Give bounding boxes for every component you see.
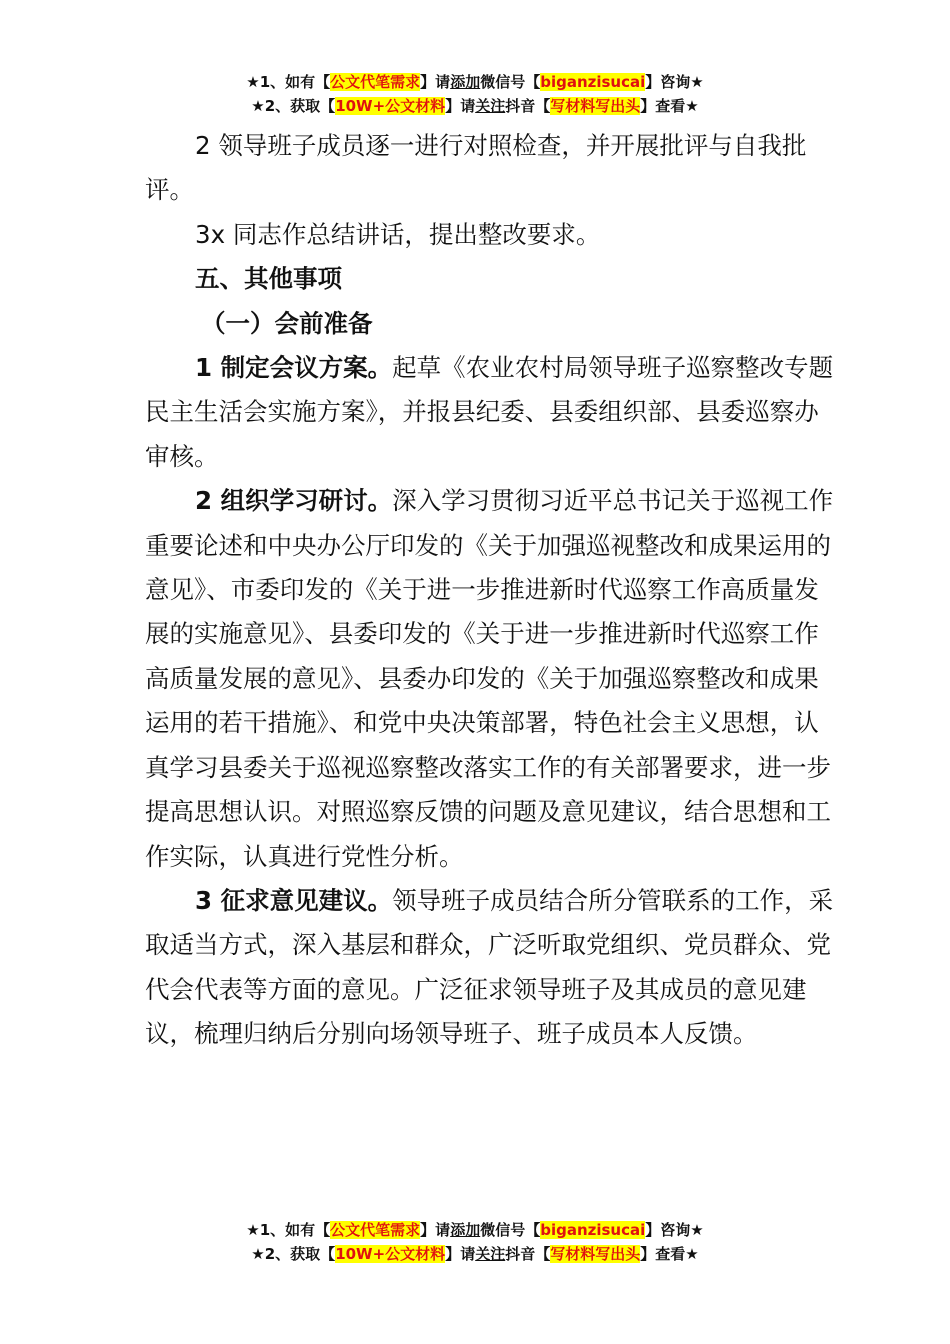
promo-text: 】请 xyxy=(420,1221,451,1239)
promo-highlight: 公文代笔需求 xyxy=(330,1221,421,1239)
promo-text: 抖音【 xyxy=(505,1245,551,1263)
paragraph-summary-speech: 3x 同志作总结讲话，提出整改要求。 xyxy=(195,219,601,249)
promo-highlight: biganzisucai xyxy=(540,1221,646,1239)
promo-line-2 xyxy=(0,1242,950,1266)
promo-text: 】咨询★ xyxy=(645,1221,704,1239)
item-text: 深入学习贯彻习近平总书记关于巡视工作重要论述和中央办公厅印发的《关于加强巡视整改和成果运用的意见》、市委印发的《关于进一步推进新时代巡察工作高质量发展的实施意见》、县委印发的《关于进一步推进新时代巡察工作高质量发展的意见》、县委办印发的《关于加强巡察整改和成果运用的若干措施》、和党中央决策部署，特色社会主义思想，认真学习县委关于巡视巡察整改落实工作的有关部署要求，进一步提高思想认识。对照巡察反馈的问题及意见建议，结合思想和工作实际，认真进行党性分析。 xyxy=(145,486,834,871)
promo-highlight: 10W+公文材料 xyxy=(335,1245,446,1263)
promo-text: 微信号【 xyxy=(480,1221,541,1239)
promo-text: 】咨询★ xyxy=(645,73,704,91)
promo-line-1 xyxy=(0,1218,950,1242)
promo-highlight: 写材料写出头 xyxy=(550,1245,641,1263)
promo-underline: 关注 xyxy=(475,1245,506,1263)
promo-banner-bottom xyxy=(0,1218,950,1266)
promo-text: 抖音【 xyxy=(505,97,551,115)
promo-text: ★2、获取【 xyxy=(251,1245,336,1263)
promo-text: ★1、如有【 xyxy=(246,73,331,91)
promo-text: 】查看★ xyxy=(640,1245,699,1263)
item-text: 领导班子成员结合所分管联系的工作，采取适当方式，深入基层和群众，广泛听取党组织、党员群众、党代会代表等方面的意见。广泛征求领导班子及其成员的意见建议，梳理归纳后分别向场领导班子、班子成员本人反馈。 xyxy=(145,885,834,1049)
promo-highlight: biganzisucai xyxy=(540,73,646,91)
paragraph-criticism: 2 领导班子成员逐一进行对照检查，并开展批评与自我批评。 xyxy=(145,131,807,205)
section-heading-other-matters: 五、其他事项 xyxy=(195,264,342,294)
promo-highlight: 写材料写出头 xyxy=(550,97,641,115)
promo-text: 】请 xyxy=(420,73,451,91)
promo-line-1 xyxy=(0,70,950,94)
subsection-heading-preparation: （一）会前准备 xyxy=(201,308,373,338)
promo-text: 】请 xyxy=(445,1245,476,1263)
item-lead: 3 征求意见建议。 xyxy=(195,885,393,915)
promo-banner-top xyxy=(0,70,950,118)
promo-text: ★1、如有【 xyxy=(246,1221,331,1239)
promo-underline: 关注 xyxy=(475,97,506,115)
promo-highlight: 公文代笔需求 xyxy=(330,73,421,91)
item-lead: 1 制定会议方案。 xyxy=(195,353,393,383)
item-study-discussion xyxy=(145,479,835,879)
item-meeting-plan xyxy=(145,346,835,479)
promo-highlight: 10W+公文材料 xyxy=(335,97,446,115)
promo-text: 】查看★ xyxy=(640,97,699,115)
item-solicit-opinions xyxy=(145,879,835,1057)
promo-underline: 添加 xyxy=(450,73,481,91)
promo-line-2 xyxy=(0,94,950,118)
item-lead: 2 组织学习研讨。 xyxy=(195,486,393,516)
document-body xyxy=(145,124,835,1057)
item-text: 起草《农业农村局领导班子巡察整改专题民主生活会实施方案》，并报县纪委、县委组织部、县委巡察办审核。 xyxy=(145,353,834,471)
promo-text: 】请 xyxy=(445,97,476,115)
promo-text: ★2、获取【 xyxy=(251,97,336,115)
promo-text: 微信号【 xyxy=(480,73,541,91)
promo-underline: 添加 xyxy=(450,1221,481,1239)
